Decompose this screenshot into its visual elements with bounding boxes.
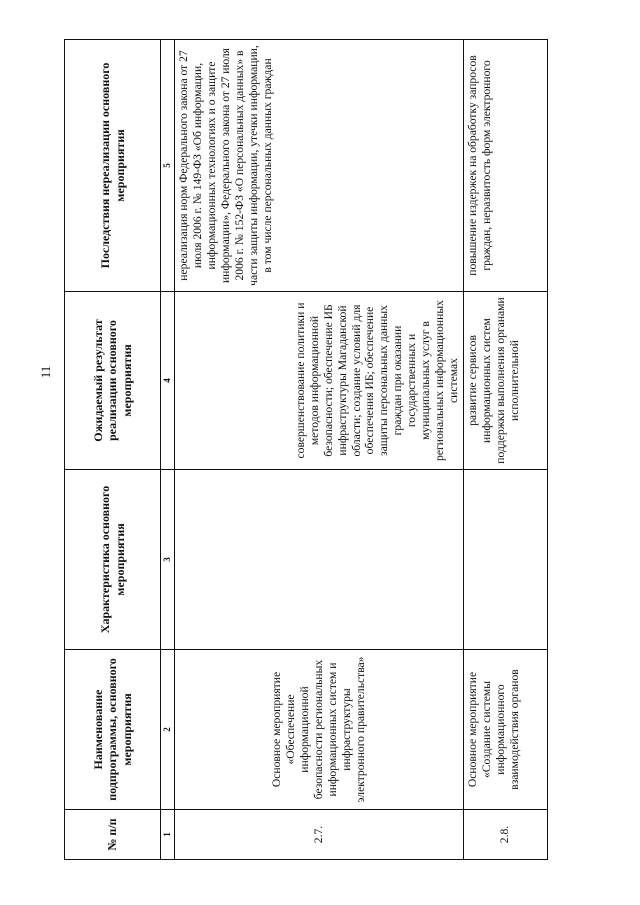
measure-name: Основное мероприятие «Обеспечение информационной безопасности региональных информационных систем и инфраструктуры электронного правительства» (175, 650, 464, 810)
page-number: 11 (38, 365, 53, 379)
header-num: № п/п (65, 810, 161, 860)
measure-characteristic (463, 470, 547, 650)
header-name: Наименование подпрограммы, основного мероприятия (65, 650, 161, 810)
header-characteristic: Характеристика основного мероприятия (65, 470, 161, 650)
table-row (175, 40, 464, 860)
header-result: Ожидаемый результат реализации основного мероприятия (65, 292, 161, 470)
row-number: 2.7. (175, 810, 464, 860)
measures-table (64, 39, 548, 860)
header-row (65, 40, 161, 860)
expected-result: развитие сервисов информационных систем поддержки выполнения органами исполнительной (463, 292, 547, 470)
consequences: нереализация норм Федерального закона от 27 июля 2006 г. № 149-ФЗ «Об информации, информационных технологиях и о защите информации», Федерального закона от 27 июля 2006 г. № 152-ФЗ «О персональных данных» в части защиты информации, утечки информации, в том числе персональных данных граждан (175, 40, 464, 292)
col-number-3: 3 (161, 470, 175, 650)
measure-characteristic (175, 470, 464, 650)
rotated-table-wrapper (64, 40, 548, 860)
measure-name: Основное мероприятие «Создание системы информационного взаимодействия органов (463, 650, 547, 810)
consequences: повышение издержек на обработку запросов граждан, неразвитость форм электронного (463, 40, 547, 292)
expected-result: совершенствование политики и методов информационной безопасности; обеспечение ИБ инфраструктуры Магаданской области; создание условий для обеспечения ИБ; обеспечение защиты персональных данных граждан при оказании государственных и муниципальных услуг в региональных информационных системах (175, 292, 464, 470)
col-number-2: 2 (161, 650, 175, 810)
column-numbers-row (161, 40, 175, 860)
row-number: 2.8. (463, 810, 547, 860)
col-number-5: 5 (161, 40, 175, 292)
header-consequences: Последствия нереализации основного мероприятия (65, 40, 161, 292)
col-number-1: 1 (161, 810, 175, 860)
table-row (463, 40, 547, 860)
col-number-4: 4 (161, 292, 175, 470)
